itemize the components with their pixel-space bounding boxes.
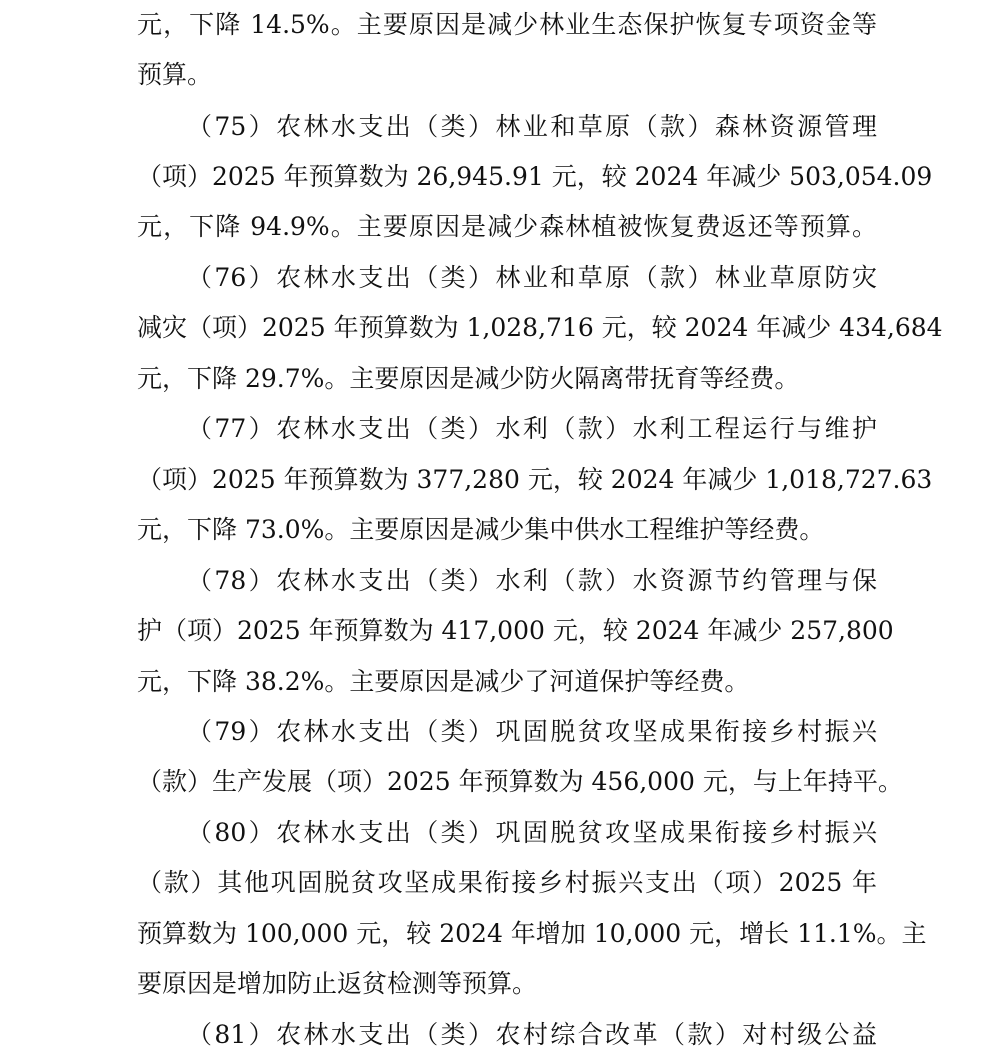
paragraph-77-line-3: 元，下降 73.0%。主要原因是减少集中供水工程维护等经费。 xyxy=(137,515,825,544)
paragraph-76-line-2: 减灾（项）2025 年预算数为 1,028,716 元，较 2024 年减少 434,684 xyxy=(137,313,943,342)
paragraph-80-line-2: （款）其他巩固脱贫攻坚成果衔接乡村振兴支出（项）2025 年 xyxy=(137,868,877,897)
paragraph-75-line-3: 元，下降 94.9%。主要原因是减少森林植被恢复费返还等预算。 xyxy=(137,212,877,241)
paragraph-75-line-2: （项）2025 年预算数为 26,945.91 元，较 2024 年减少 503,054.09 xyxy=(137,162,933,191)
paragraph-78-line-1: （78）农林水支出（类）水利（款）水资源节约管理与保 xyxy=(187,566,877,595)
paragraph-79-line-1: （79）农林水支出（类）巩固脱贫攻坚成果衔接乡村振兴 xyxy=(187,717,877,746)
paragraph-75-line-1: （75）农林水支出（类）林业和草原（款）森林资源管理 xyxy=(187,112,877,141)
text-line-2: 预算。 xyxy=(137,60,213,89)
paragraph-76-line-3: 元，下降 29.7%。主要原因是减少防火隔离带抚育等经费。 xyxy=(137,364,800,393)
paragraph-77-line-2: （项）2025 年预算数为 377,280 元，较 2024 年减少 1,018,727.63 xyxy=(137,465,933,494)
paragraph-78-line-3: 元，下降 38.2%。主要原因是减少了河道保护等经费。 xyxy=(137,667,750,696)
paragraph-77-line-1: （77）农林水支出（类）水利（款）水利工程运行与维护 xyxy=(187,414,877,443)
text-line-1: 元，下降 14.5%。主要原因是减少林业生态保护恢复专项资金等 xyxy=(137,10,877,39)
paragraph-81-line-1: （81）农林水支出（类）农村综合改革（款）对村级公益 xyxy=(187,1020,877,1049)
paragraph-78-line-2: 护（项）2025 年预算数为 417,000 元，较 2024 年减少 257,800 xyxy=(137,616,894,645)
paragraph-80-line-3: 预算数为 100,000 元，较 2024 年增加 10,000 元，增长 11.1%。主 xyxy=(137,919,927,948)
paragraph-80-line-4: 要原因是增加防止返贫检测等预算。 xyxy=(137,969,538,998)
paragraph-79-line-2: （款）生产发展（项）2025 年预算数为 456,000 元，与上年持平。 xyxy=(137,767,903,796)
paragraph-80-line-1: （80）农林水支出（类）巩固脱贫攻坚成果衔接乡村振兴 xyxy=(187,818,877,847)
paragraph-76-line-1: （76）农林水支出（类）林业和草原（款）林业草原防灾 xyxy=(187,263,877,292)
